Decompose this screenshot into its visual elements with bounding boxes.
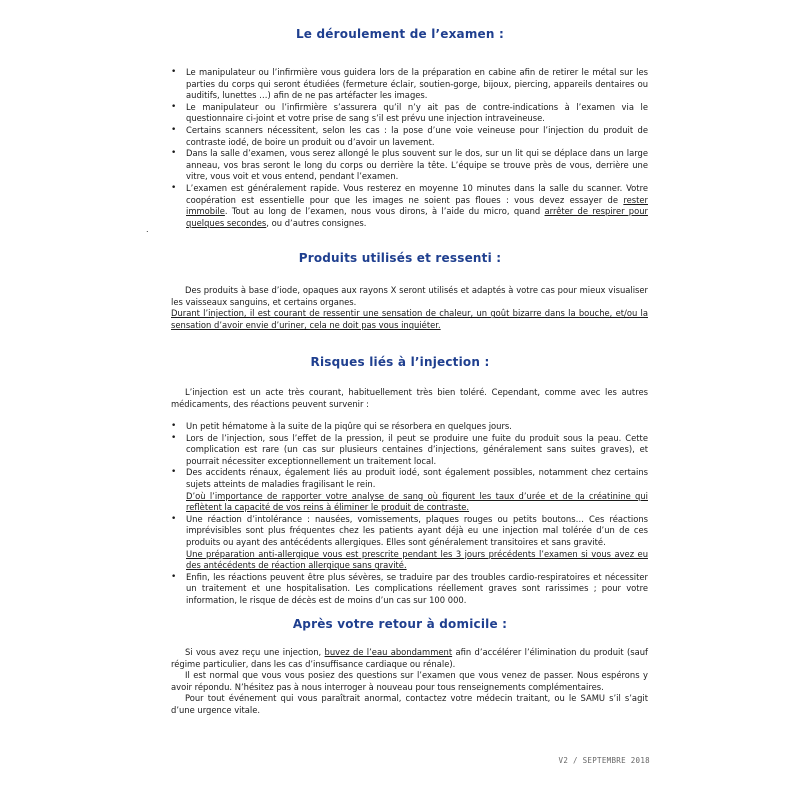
list-risques [186, 421, 648, 607]
list-item: • Des accidents rénaux, également liés au produit iodé, sont également possibles, notamment chez certains sujets atteints de maladies fragilisant le rein. D’où l’importance de rapporter votre analyse de sang où figurent les taux d’urée et de la créatinine qui reflètent la capacité de vos reins à éliminer le produit de contraste. [186, 467, 648, 513]
section-title-risques: Risques liés à l’injection : [310, 355, 490, 369]
retour-text [171, 647, 648, 717]
list-item: • Certains scanners nécessitent, selon les cas : la pose d’une voie veineuse pour l’injection du produit de contraste iodé, de boire un produit ou d’avoir un lavement. [186, 125, 648, 148]
retour-paragraph: Pour tout événement qui vous paraîtrait anormal, contactez votre médecin traitant, ou le SAMU s’il s’agit d’une urgence vitale. [171, 693, 648, 715]
list-item: • Le manipulateur ou l’infirmière vous guidera lors de la préparation en cabine afin de retirer le métal sur les parties du corps qui seront étudiées (fermeture éclair, soutien-gorge, bijoux, piercing, appareils dentaires ou auditifs, lunettes …) afin de ne pas artéfacter les images. [186, 67, 648, 102]
retour-paragraph: Si vous avez reçu une injection, buvez de l’eau abondamment afin d’accélérer l’élimination du produit (sauf régime particulier, dans les cas d’insuffisance cardiaque ou rénale). [171, 647, 648, 669]
retour-paragraph: Il est normal que vous vous posiez des questions sur l’examen que vous venez de passer. Nous espérons y avoir répondu. N’hésitez pas à nous interroger à nouveau pour tous renseignements complémentaires. [171, 670, 648, 692]
underlined-arreter-respirer: arrêter de respirer pour quelques secondes [186, 206, 649, 228]
underlined-creatinine: D’où l’importance de rapporter votre analyse de sang où figurent les taux d’urée et de la créatinine qui reflètent la capacité de vos reins à éliminer le produit de contraste. [186, 490, 648, 513]
stray-dot: . [146, 225, 149, 234]
section-deroulement [0, 27, 800, 41]
produits-underlined: Durant l’injection, il est courant de ressentir une sensation de chaleur, un goût bizarre dans la bouche, et/ou la sensation d’avoir envie d’uriner, cela ne doit pas vous inquiéter. [171, 308, 648, 330]
list-item: • Le manipulateur ou l’infirmière s’assurera qu’il n’y ait pas de contre-indications à l’examen via le questionnaire ci-joint et votre prise de sang s’il est prévu une injection intraveineuse. [186, 102, 648, 125]
list-item: • Enfin, les réactions peuvent être plus sévères, se traduire par des troubles cardio-respiratoires et nécessiter un traitement et une hospitalisation. Les complications réellement graves sont rarissimes ; pour votre information, le risque de décès est de moins d’un cas sur 100 000. [186, 572, 648, 607]
list-item: • Une réaction d’intolérance : nausées, vomissements, plaques rouges ou petits boutons… Ces réactions imprévisibles sont plus fréquentes chez les patients ayant déjà eu une injection mal tolérée d’un de ces produits ou ayant des antécédents allergiques. Elles sont généralement transitoires et sans gravité. Une préparation anti-allergique vous est prescrite pendant les 3 jours précédents l’examen si vous avez eu des antécédents de réaction allergique sans gravité. [186, 514, 648, 572]
risques-intro: L’injection est un acte très courant, habituellement très bien toléré. Cependant, comme avec les autres médicaments, des réactions peuvent survenir : [171, 387, 648, 409]
list-item: • L’examen est généralement rapide. Vous resterez en moyenne 10 minutes dans la salle du scanner. Votre coopération est essentielle pour que les images ne soient pas floues : vous devez essayer de rester immobile. Tout au long de l’examen, nous vous dirons, à l’aide du micro, quand arrêter de respirer pour quelques secondes, ou d’autres consignes. [186, 183, 648, 229]
section-title-retour: Après votre retour à domicile : [292, 617, 508, 631]
list-item: • Dans la salle d’examen, vous serez allongé le plus souvent sur le dos, sur un lit qui se déplace dans un large anneau, vos bras seront le long du corps ou derrière la tête. L’équipe se trouve près de vous, derrière une vitre, vous voit et vous entend, pendant l’examen. [186, 148, 648, 183]
list-item: • Un petit hématome à la suite de la piqûre qui se résorbera en quelques jours. [186, 421, 648, 433]
section-title-produits: Produits utilisés et ressenti : [298, 251, 502, 265]
list-item: • Lors de l’injection, sous l’effet de la pression, il peut se produire une fuite du produit sous la peau. Cette complication est rare (un cas sur plusieurs centaines d’injections, généralement sans suites graves), et pourrait nécessiter exceptionnellement un traitement local. [186, 433, 648, 468]
underlined-anti-allergique: Une préparation anti-allergique vous est prescrite pendant les 3 jours précédents l’examen si vous avez eu des antécédents de réaction allergique sans gravité. [186, 548, 648, 571]
section-risques [0, 355, 800, 369]
section-retour [0, 617, 800, 631]
section-title-deroulement: Le déroulement de l’examen : [295, 27, 505, 41]
section-produits [0, 251, 800, 265]
underlined-buvez-eau: buvez de l’eau abondamment [324, 647, 453, 657]
page-footer: V2 / SEPTEMBRE 2018 [558, 756, 650, 765]
list-deroulement [186, 67, 648, 229]
produits-text: Des produits à base d’iode, opaques aux rayons X seront utilisés et adaptés à votre cas pour mieux visualiser les vaisseaux sanguins, et certains organes. Durant l’injection, il est courant de ressentir une sensation de chaleur, un goût bizarre dans la bouche, et/ou la sensation d’avoir envie d’uriner, cela ne doit pas vous inquiéter. [171, 285, 648, 330]
underlined-rester-immobile: rester immobile [186, 194, 648, 217]
